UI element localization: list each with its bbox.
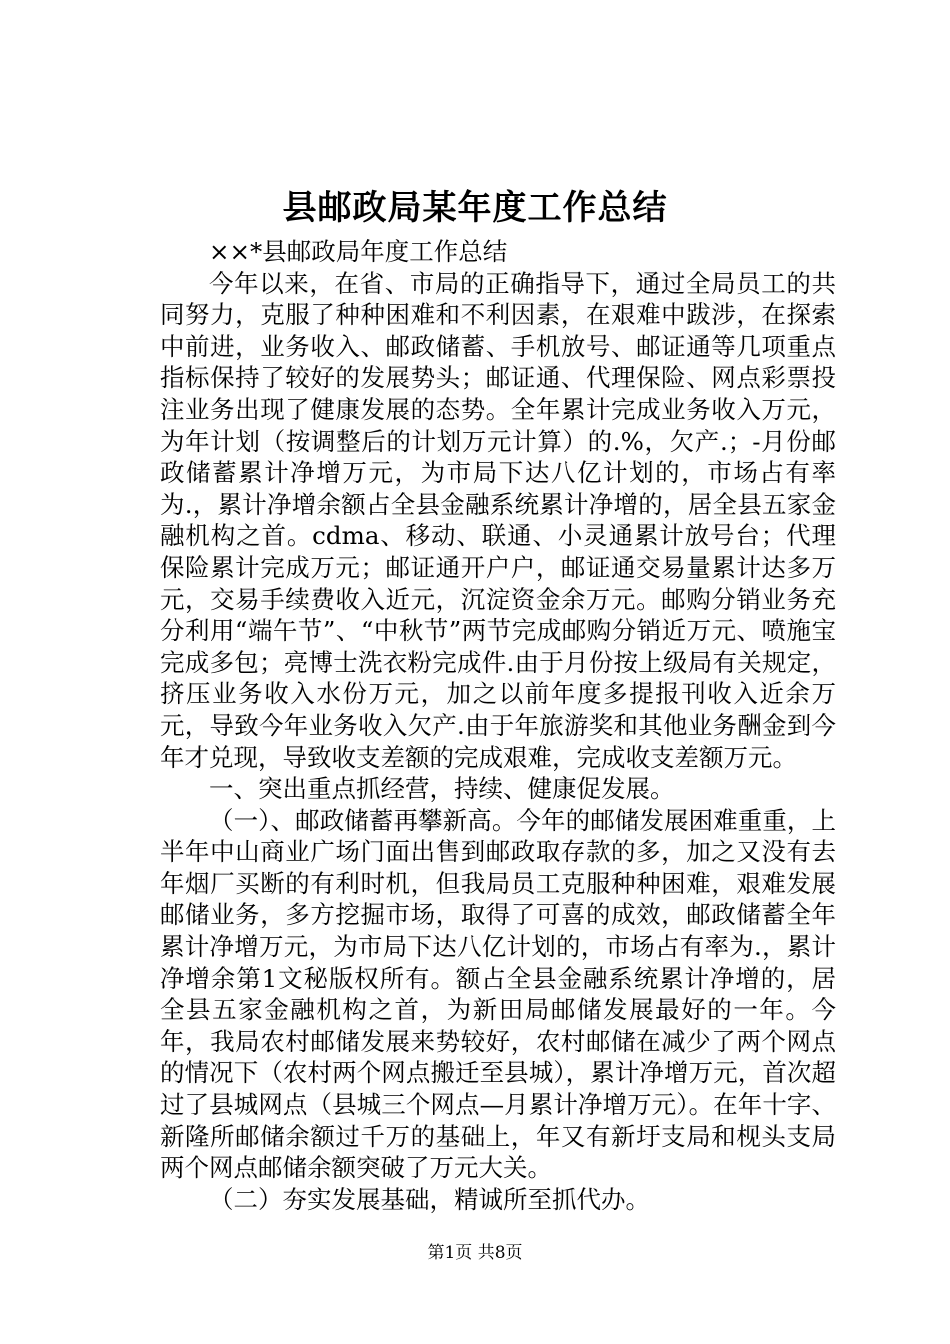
section-heading-1: 一、突出重点抓经营，持续、健康促发展。	[209, 774, 675, 804]
document-title: 县邮政局某年度工作总结	[282, 188, 668, 228]
savings-paragraph: （一）、邮政储蓄再攀新高。今年的邮储发展困难重重，上半年中山商业广场门面出售到邮政取存款的多，加之又没有去年烟厂买断的有利时机，但我局员工克服种种困难，艰难发展邮储业务，多方挖掘市场，取得了可喜的成效，邮政储蓄全年累计净增万元，为市局下达八亿计划的，市场占有率为.，累计净增余第1文秘版权所有。额占全县金融系统累计净增的，居全县五家金融机构之首，为新田局邮储发展最好的一年。今年，我局农村邮储发展来势较好，农村邮储在减少了两个网点的情况下（农村两个网点搬迁至县城），累计净增万元，首次超过了县城网点（县城三个网点—月累计净增万元）。在年十字、新隆所邮储余额过千万的基础上，年又有新圩支局和枧头支局两个网点邮储余额突破了万元大关。	[160, 805, 836, 1183]
intro-paragraph: 今年以来，在省、市局的正确指导下，通过全局员工的共同努力，克服了种种困难和不利因素，在艰难中跋涉，在探索中前进，业务收入、邮政储蓄、手机放号、邮证通等几项重点指标保持了较好的发展势头；邮证通、代理保险、网点彩票投注业务出现了健康发展的态势。全年累计完成业务收入万元，为年计划（按调整后的计划万元计算）的.%，欠产.；-月份邮政储蓄累计净增万元，为市局下达八亿计划的，市场占有率为.，累计净增余额占全县金融系统累计净增的，居全县五家金融机构之首。cdma、移动、联通、小灵通累计放号台；代理保险累计完成万元；邮证通开户户，邮证通交易量累计达多万元，交易手续费收入近元，沉淀资金余万元。邮购分销业务充分利用“端午节”、“中秋节”两节完成邮购分销近万元、喷施宝完成多包；亮博士洗衣粉完成件.由于月份按上级局有关规定，挤压业务收入水份万元，加之以前年度多提报刊收入近余万元，导致今年业务收入欠产.由于年旅游奖和其他业务酬金到今年才兑现，导致收支差额的完成艰难，完成收支差额万元。	[160, 268, 836, 772]
document-body	[160, 236, 836, 1215]
section-heading-2: （二）夯实发展基础，精诚所至抓代办。	[209, 1184, 650, 1214]
subtitle-paragraph: ××*县邮政局年度工作总结	[209, 237, 508, 266]
page-footer: 第1页 共8页	[427, 1243, 523, 1263]
